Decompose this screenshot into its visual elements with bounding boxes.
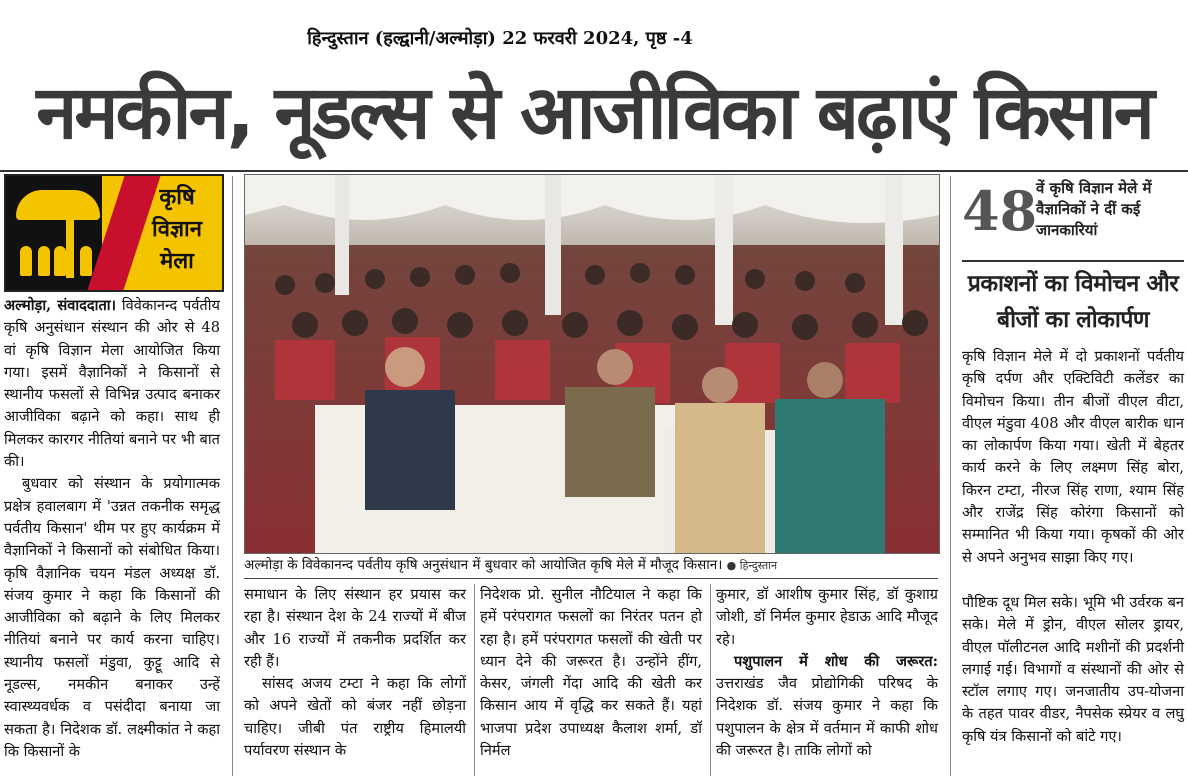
paragraph: सांसद अजय टम्टा ने कहा कि लोगों को अपने खेतों को बंजर नहीं छोड़ना चाहिए। जीबी पंत राष्ट्रीय हिमालयी पर्यावरण संस्थान के	[244, 675, 466, 760]
person-icon	[38, 246, 50, 276]
highlight-text: वें कृषि विज्ञान मेले में वैज्ञानिकों ने दीं कई जानकारियां	[1036, 179, 1152, 239]
sub-headline: प्रकाशनों का विमोचन और बीजों का लोकार्पण	[967, 271, 1179, 333]
dateline: अल्मोड़ा, संवाददाता।	[4, 297, 117, 314]
article-column-3	[480, 584, 702, 762]
paragraph	[716, 651, 938, 762]
paragraph	[4, 295, 220, 473]
tree-trunk	[66, 218, 74, 278]
headline: नमकीन, नूडल्स से आजीविका बढ़ाएं किसान	[36, 70, 1152, 156]
column-divider	[474, 584, 475, 776]
photo-caption	[244, 554, 938, 576]
logo-line-1: कृषि	[159, 185, 195, 210]
krishi-vigyan-mela-logo	[4, 174, 224, 292]
column-divider	[232, 176, 233, 776]
article-column-2	[244, 584, 466, 762]
paragraph: कुमार, डॉ आशीष कुमार सिंह, डॉ कुशाग्र जोशी, डॉ निर्मल कुमार हेडाऊ आदि मौजूद रहे।	[716, 586, 938, 648]
logo-line-3: मेला	[160, 249, 194, 274]
person-icon	[54, 246, 66, 276]
paragraph: बुधवार को संस्थान के प्रयोगात्मक प्रक्षेत्र हवालबाग में 'उन्नत तकनीक समृद्ध पर्वतीय किसान' थीम पर हुए कार्यक्रम में वैज्ञानिकों ने किसानों को संबोधित किया। कृषि वैज्ञानिक चयन मंडल अध्यक्ष डॉ. संजय कुमार ने कहा कि किसानों की आजीविका को बढ़ाने के लिए मिलकर नीतियां बनाने पर कार्य करना चाहिए। स्थानीय फसलों मंडुवा, कुट्टू आदि से नूडल्स, नमकीन बनाकर उन्हें स्वास्थ्यवर्धक व पसंदीदा बनाया जा सकता है। निदेशक डॉ. लक्ष्मीकांत ने कहा कि किसानों के	[4, 475, 220, 760]
column-divider	[950, 176, 951, 776]
paragraph: कृषि विज्ञान मेले में दो प्रकाशनों पर्वतीय कृषि दर्पण और एक्टिविटी कलेंडर का विमोचन किया। तीन बीजों वीएल वीटा, वीएल मंडुवा 408 और वीएल बारीक धान का लोकार्पण किया गया। खेती में बेहतर कार्य करने के लिए लक्ष्मण सिंह बोरा, किरन टम्टा, नीरज सिंह राणा, श्याम सिंह और राजेंद्र सिंह कोरंगा किसानों को सम्मानित भी किया गया। कृषकों की ओर से अपने अनुभव साझा किए गए।	[962, 348, 1184, 566]
logo-line-2: विज्ञान	[152, 217, 202, 242]
farmers-crowd-photo	[245, 175, 939, 553]
paragraph: निदेशक प्रो. सुनील नौटियाल ने कहा कि हमें परंपरागत फसलों का निरंतर पतन हो रहा है। हमें परंपरागत फसलों की खेती पर ध्यान देने की जरूरत है। उन्होंने हींग, केसर, जंगली गेंदा आदि की खेती कर किसान आय में वृद्धि कर सकते हैं। यहां भाजपा प्रदेश उपाध्यक्ष कैलाश शर्मा, डॉ निर्मल	[480, 586, 702, 760]
column-divider	[710, 584, 711, 776]
event-photo	[244, 174, 940, 554]
sidebar-rule	[962, 260, 1184, 262]
person-icon	[80, 246, 92, 276]
paragraph: समाधान के लिए संस्थान हर प्रयास कर रहा है। संस्थान देश के 24 राज्यों में बीज और 16 राज्यों में तकनीक प्रदर्शित कर रही हैं।	[244, 586, 466, 670]
highlight-number: 48	[962, 179, 1038, 243]
article-column-1	[4, 295, 220, 763]
photo-credit: ● हिन्दुस्तान	[726, 559, 778, 572]
sidebar-article	[962, 346, 1184, 569]
subheading: पशुपालन में शोध की जरूरत:	[734, 652, 938, 670]
article-column-4	[716, 584, 938, 762]
caption-text: अल्मोड़ा के विवेकानन्द पर्वतीय कृषि अनुसंधान में बुधवार को आयोजित कृषि मेले में मौजूद किसान।	[244, 557, 723, 573]
paragraph: पौष्टिक दूध मिल सके। भूमि भी उर्वरक बन सके। मेले में ड्रोन, वीएल सोलर ड्रायर, वीएल पॉलीटनल आदि मशीनों की प्रदर्शनी लगाई गई। विभागों व संस्थानों की ओर से स्टॉल लगाए गए। जनजातीय उप-योजना के तहत पावर वीडर, नैपसेक स्प्रेयर व लघु कृषि यंत्र किसानों को बांटे गए।	[962, 594, 1184, 745]
paragraph-text: विवेकानन्द पर्वतीय कृषि अनुसंधान संस्थान की ओर से 48 वां कृषि विज्ञान मेला आयोजित किया गया। इसमें वैज्ञानिकों ने किसानों से स्थानीय फसलों से विभिन्न उत्पाद बनाकर आजीविका बढ़ाने को कहा। साथ ही मिलकर कारगर नीतियां बनाने पर भी बात की।	[4, 297, 220, 471]
tree-icon	[16, 190, 100, 220]
masthead: हिन्दुस्तान (हल्द्वानी/अल्मोड़ा) 22 फरवरी 2024, पृष्ठ -4	[307, 28, 693, 49]
top-rule	[0, 170, 1188, 172]
article-column-5	[962, 592, 1184, 748]
logo-label	[134, 182, 220, 278]
person-icon	[20, 246, 32, 276]
caption-rule	[244, 578, 938, 579]
paragraph-text: उत्तराखंड जैव प्रोद्योगिकी परिषद के निदेशक डॉ. संजय कुमार ने कहा कि पशुपालन के क्षेत्र में वर्तमान में काफी शोध की जरूरत है। ताकि लोगों को	[716, 675, 938, 760]
